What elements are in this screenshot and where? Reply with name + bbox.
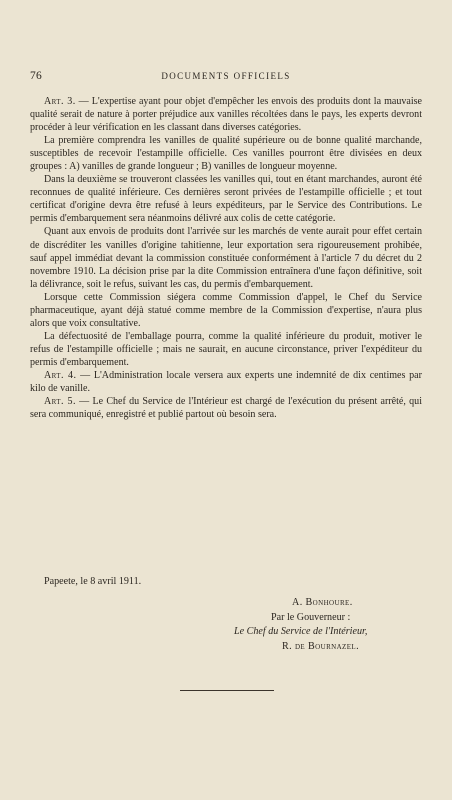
signatory-authority: Par le Gouverneur :	[271, 612, 351, 623]
prohibited-exports-paragraph: Quant aux envois de produits dont l'arrivée sur les marchés de vente aurait pour effet certain de discréditer les vanilles d'origine tahitienne, leur exportation sera rigoureusement prohibée, sauf appel immédiat devant la commission constituée conformément à l'article 7 du décret du 2 novembre 1910. La décision prise par la dite Commission entraînera d'une façon définitive, soit la délivrance, soit le refus, suivant les cas, du permis d'embarquement.	[30, 226, 422, 290]
document-body	[30, 95, 422, 421]
article-4-text: — L'Administration locale versera aux experts une indemnité de dix centimes par kilo de vanille.	[30, 369, 422, 395]
appeal-commission-paragraph: Lorsque cette Commission siégera comme Commission d'appel, le Chef du Service pharmaceutique, ayant déjà statué comme membre de la Commission d'expertise, n'aura plus alors que voix consultative.	[30, 291, 422, 329]
article-3-label: Art. 3.	[44, 96, 76, 107]
signatory-name: A. Bonhoure.	[292, 597, 353, 608]
article-4-paragraph	[30, 369, 422, 395]
page-number: 76	[30, 70, 43, 82]
article-5-text: — Le Chef du Service de l'Intérieur est chargé de l'exécution du présent arrêté, qui sera communiqué, enregistré et publié partout où besoin sera.	[30, 396, 422, 421]
first-category-paragraph: La première comprendra les vanilles de qualité supérieure ou de bonne qualité marchande, susceptibles de recevoir l'estampille officielle. Ces vanilles pourront être divisées en deux groupes : A) vanilles de grande longueur ; B) vanilles de longueur moyenne.	[30, 135, 422, 173]
place-date-line: Papeete, le 8 avril 1911.	[44, 576, 142, 587]
article-3-paragraph	[30, 95, 422, 134]
article-3-text: — L'expertise ayant pour objet d'empêcher les envois des produits dont la mauvaise qualité serait de nature à porter préjudice aux vanilles récoltées dans le pays, les experts devront procéder à leur vérification en les classant dans diverses catégories.	[30, 96, 423, 134]
closing-rule-divider	[180, 690, 274, 691]
co-signatory-name: R. de Bournazel.	[282, 641, 360, 652]
packaging-paragraph: La défectuosité de l'emballage pourra, comme la qualité inférieure du produit, motiver le refus de l'estampille officielle ; mais ne saurait, en aucune circonstance, priver l'expéditeur du permis d'embarquement.	[30, 330, 422, 368]
second-category-paragraph: Dans la deuxième se trouveront classées les vanilles qui, tout en étant marchandes, auront été reconnues de qualité inférieure. Ces dernières seront privées de l'estampille officielle ; et tout certificat d'origine devra être refusé à leurs expéditeurs, par le Service des Contributions. Le permis d'embarquement sera néanmoins délivré aux colis de cette catégorie.	[30, 174, 422, 225]
article-4-label: Art. 4.	[44, 369, 77, 381]
article-5-paragraph	[30, 395, 422, 421]
article-5-label: Art. 5.	[44, 396, 76, 408]
running-head: DOCUMENTS OFFICIELS	[161, 71, 291, 81]
signatory-title: Le Chef du Service de l'Intérieur,	[234, 626, 368, 637]
